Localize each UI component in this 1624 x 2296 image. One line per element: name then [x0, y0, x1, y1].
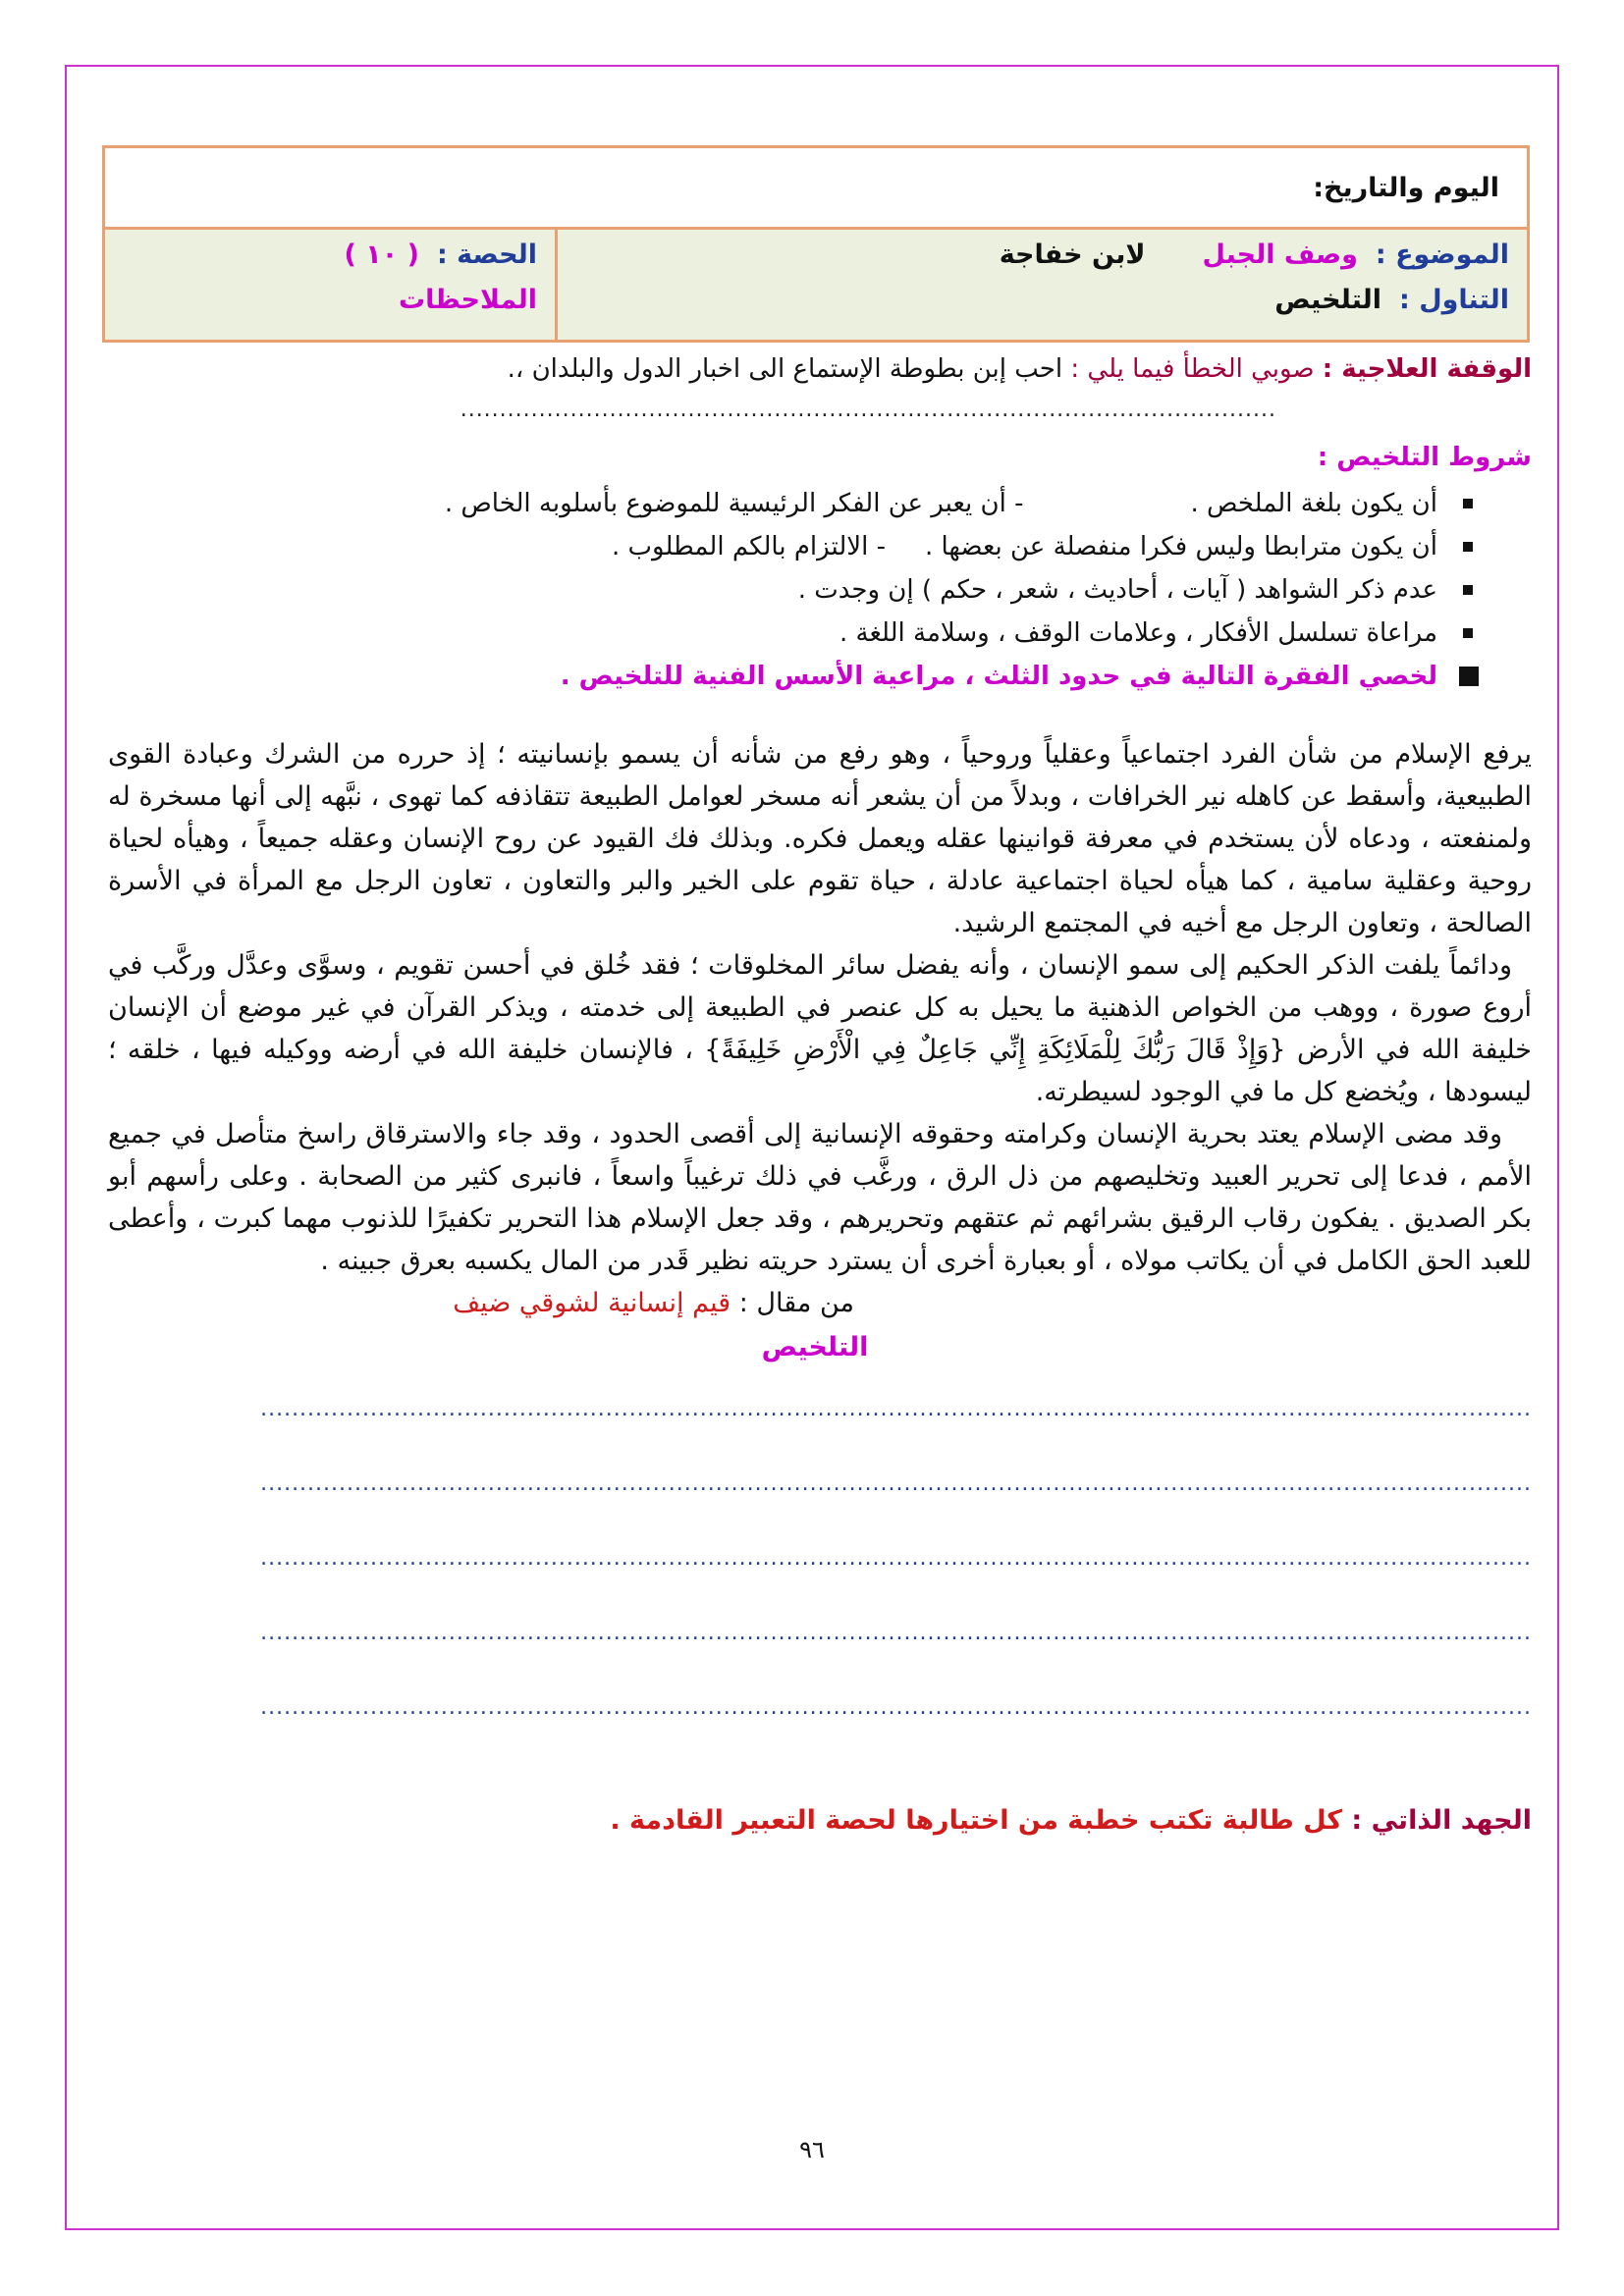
passage-paragraph-1: يرفع الإسلام من شأن الفرد اجتماعياً وعقلياً وروحياً ، وهو رفع من شأنه أن يسمو بإنسانيته ؛ إذ حرره من الشرك وعبادة القوى الطبيعية، وأسقط عن كاهله نير الخرافات ، وبدلاً من أن يشعر أنه مسخر لعوامل الطبيعة تتقاذفه كما تهوى ، نبَّهه إلى أنها مسخرة له ولمنفعته ، ودعاه لأن يستخدم في معرفة قوانينها عقله ويعمل فكره. وبذلك فك القيود عن روح الإنسان وعقله جميعاً ، وهيأه لحياة روحية وعقلية سامية ، كما هيأه لحياة اجتماعية عادلة ، حياة تقوم على الخير والبر والتعاون ، تعاون الرجل مع المرأة في الأسرة الصالحة ، وتعاون الرجل مع أخيه في المجتمع الرشيد.	[108, 739, 1532, 938]
summary-line[interactable]: ..................................................................................................................................................................	[260, 1397, 1532, 1421]
summary-line[interactable]: ..................................................................................................................................................................	[260, 1621, 1532, 1645]
list-item: أن يكون بلغة الملخص .- أن يعبر عن الفكر الرئيسية للموضوع بأسلوبه الخاص .	[98, 482, 1473, 525]
period-label: الحصة :	[436, 240, 537, 270]
source-label: من مقال :	[738, 1288, 854, 1318]
summary-line[interactable]: ..................................................................................................................................................................	[260, 1546, 1532, 1571]
topic-author: لابن خفاجة	[999, 240, 1146, 270]
source-value: قيم إنسانية لشوقي ضيف	[453, 1288, 731, 1318]
self-effort	[98, 1800, 1532, 1842]
lesson-info-row	[105, 230, 1527, 340]
approach-label: التناول :	[1399, 285, 1509, 315]
topic-cell	[558, 230, 1527, 340]
date-label: اليوم والتاريخ:	[1313, 172, 1499, 203]
remedial-answer-line: ........................................................................................................	[460, 398, 1276, 422]
date-row	[105, 148, 1527, 230]
conditions-list	[98, 482, 1473, 698]
remedial-sentence: احب إبن بطوطة الإستماع الى اخبار الدول والبلدان ،.	[507, 354, 1063, 384]
self-effort-text: كل طالبة تكتب خطبة من اختيارها لحصة التعبير القادمة .	[610, 1805, 1343, 1836]
topic-label: الموضوع :	[1375, 240, 1509, 270]
approach-value: التلخيص	[1274, 285, 1382, 315]
topic-value: وصف الجبل	[1202, 240, 1358, 270]
passage-source	[98, 1288, 854, 1318]
summary-line[interactable]: ..................................................................................................................................................................	[260, 1471, 1532, 1496]
summary-line[interactable]: ..................................................................................................................................................................	[260, 1695, 1532, 1720]
remedial-label: الوقفة العلاجية :	[1322, 354, 1532, 384]
period-value: ( ١٠ )	[344, 240, 419, 270]
notes-label: الملاحظات	[398, 285, 537, 315]
list-item: أن يكون مترابطا وليس فكرا منفصلة عن بعضها .- الالتزام بالكم المطلوب .	[98, 525, 1473, 568]
passage-paragraph-2: ودائماً يلفت الذكر الحكيم إلى سمو الإنسان ، وأنه يفضل سائر المخلوقات ؛ فقد خُلق في أحسن تقويم ، وسوَّى وعدَّل وركَّب في أروع صورة ، ووهب من الخواص الذهنية ما يحيل به كل عنصر في الطبيعة إلى خدمته ، ويذكر القرآن في غير موضع أن الإنسان خليفة الله في الأرض {وَإِذْ قَالَ رَبُّكَ لِلْمَلَائِكَةِ إِنِّي جَاعِلٌ فِي الْأَرْضِ خَلِيفَةً} ، فالإنسان خليفة الله في أرضه ووكيله فيها ، خلقه ؛ ليسودها ، ويُخضع كل ما في الوجود لسيطرته.	[108, 950, 1532, 1107]
header-table	[102, 145, 1530, 343]
list-item: مراعاة تسلسل الأفكار ، وعلامات الوقف ، وسلامة اللغة .	[98, 612, 1473, 655]
summary-task: لخصي الفقرة التالية في حدود الثلث ، مراعية الأسس الفنية للتلخيص .	[98, 655, 1473, 698]
period-cell	[105, 230, 558, 340]
summary-lines	[98, 1372, 1532, 1745]
list-item: عدم ذكر الشواهد ( آيات ، أحاديث ، شعر ، حكم ) إن وجدت .	[98, 568, 1473, 612]
self-effort-label: الجهد الذاتي :	[1351, 1805, 1532, 1836]
conditions-title: شروط التلخيص :	[1317, 443, 1532, 472]
passage-paragraph-3: وقد مضى الإسلام يعتد بحرية الإنسان وكرامته وحقوقه الإنسانية إلى أقصى الحدود ، وقد جاء والاسترقاق راسخ متأصل في جميع الأمم ، فدعا إلى تحرير العبيد وتخليصهم من ذل الرق ، ورغَّب في ذلك ترغيباً واسعاً ، فانبرى كثير من الصحابة . وعلى رأسهم أبو بكر الصديق . يفكون رقاب الرقيق بشرائهم ثم عتقهم وتحريرهم ، وقد جعل الإسلام هذا التحرير تكفيرًا للذنوب مهما كبرت ، وأعطى للعبد الحق الكامل في أن يكاتب مولاه ، أو بعبارة أخرى أن يسترد حريته نظير قَدر من المال يكسبه بعرق جبينه .	[108, 1119, 1532, 1276]
page-number: ٩٦	[799, 2136, 825, 2163]
worksheet	[98, 145, 1532, 1842]
summary-title: التلخيص	[761, 1332, 869, 1362]
remedial-instruction: صوبي الخطأ فيما يلي :	[1070, 354, 1315, 384]
remedial-section	[98, 348, 1532, 390]
